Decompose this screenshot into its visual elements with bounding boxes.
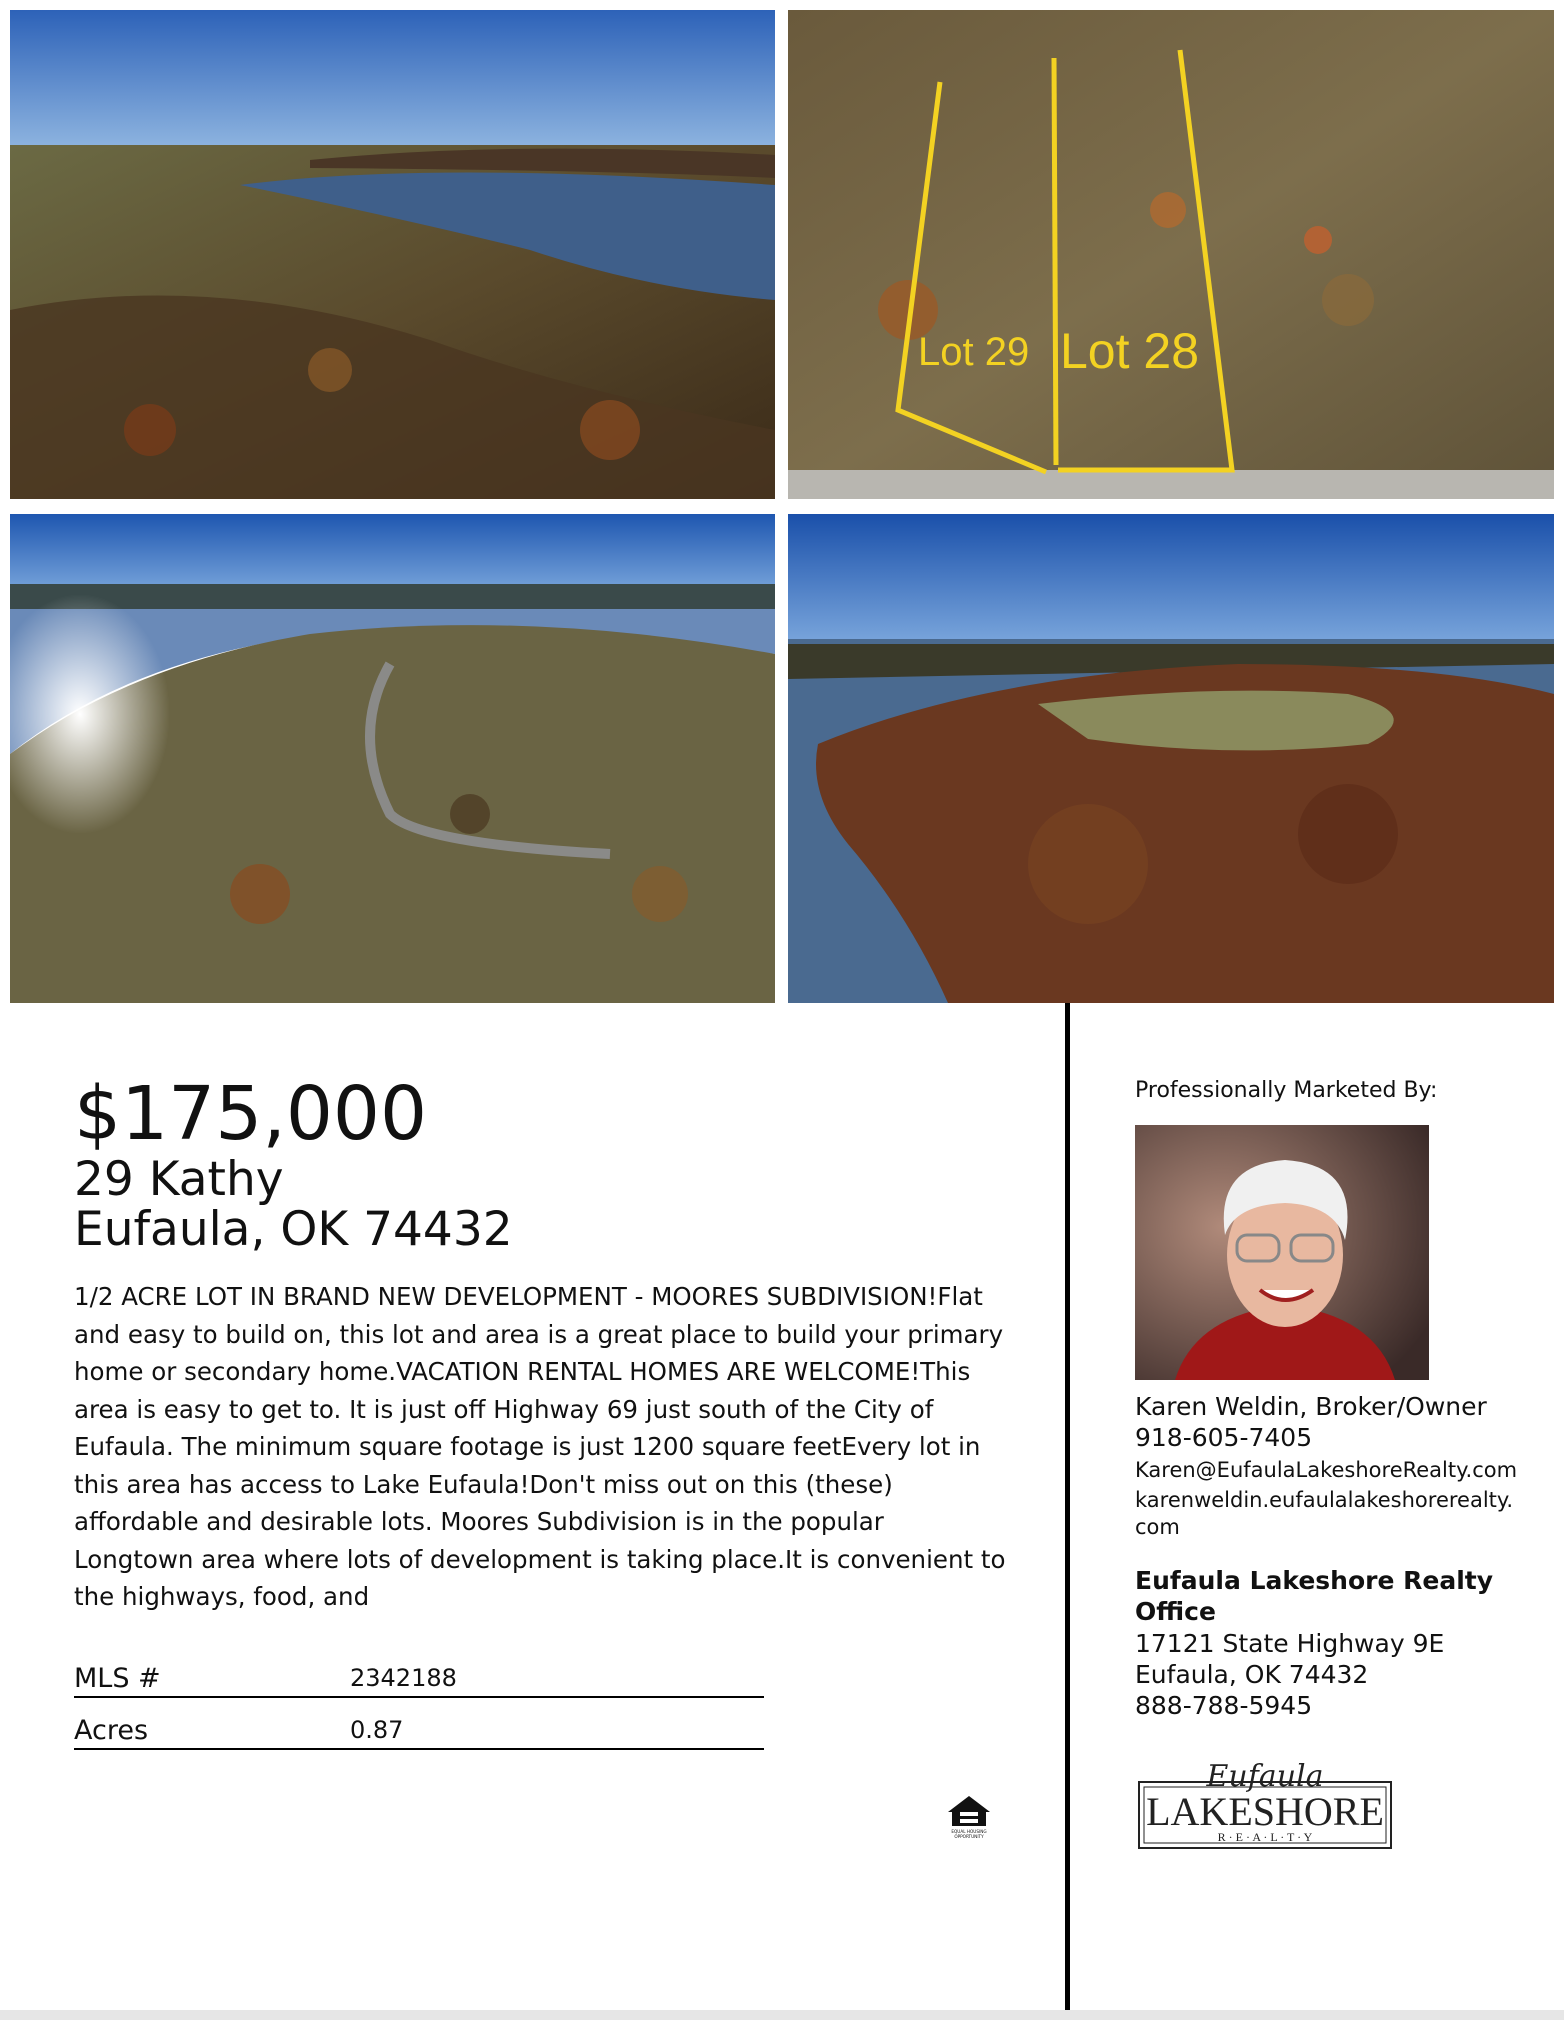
address-street: 29 Kathy [74, 1152, 284, 1207]
agent-website[interactable]: karenweldin.eufaulalakeshorerealty. [1135, 1488, 1514, 1512]
svg-text:R · E · A · L · T · Y: R · E · A · L · T · Y [1217, 1830, 1313, 1844]
listing-description: 1/2 ACRE LOT IN BRAND NEW DEVELOPMENT - MOORES SUBDIVISION!Flat and easy to build on, this lot and area is a great place to build your primary home or secondary home.VACATION RENTAL HOMES ARE WELCOME!This area is easy to get to. It is just off Highway 69 just south of the City of Eufaula. The minimum square footage is just 1200 square feetEvery lot in this area has access to Lake Eufaula!Don't miss out on this (these) affordable and desirable lots. Moores Subdivision is in the popular Longtown area where lots of development is taking place.It is convenient to the highways, food, and [74, 1282, 1006, 1611]
agent-name: Karen Weldin, Broker/Owner [1135, 1392, 1487, 1421]
svg-text:EQUAL HOUSING: EQUAL HOUSING [951, 1829, 987, 1834]
office-name: Eufaula Lakeshore Realty Office [1135, 1566, 1494, 1626]
address-city: Eufaula, OK 74432 [74, 1202, 513, 1257]
facts-table [74, 1646, 764, 1750]
fact-row-mls [74, 1646, 764, 1698]
fact-value: 2342188 [350, 1664, 457, 1692]
fact-row-acres [74, 1698, 764, 1750]
svg-text:OPPORTUNITY: OPPORTUNITY [954, 1834, 984, 1839]
lot-28-label: Lot 28 [1060, 323, 1200, 379]
office-street: 17121 State Highway 9E [1135, 1629, 1445, 1658]
agent-phone[interactable]: 918-605-7405 [1135, 1423, 1313, 1452]
svg-text:LAKESHORE: LAKESHORE [1146, 1789, 1384, 1834]
equal-housing-logo [944, 1792, 994, 1840]
column-divider [1065, 1003, 1070, 2010]
fact-label: Acres [74, 1715, 149, 1746]
fact-value: 0.87 [350, 1716, 404, 1744]
forest-peninsula-photo [788, 514, 1554, 1003]
lot-29-label: Lot 29 [918, 330, 1030, 374]
lot-boundary-photo [788, 10, 1554, 499]
office-phone[interactable]: 888-788-5945 [1135, 1691, 1313, 1720]
office-city: Eufaula, OK 74432 [1135, 1660, 1369, 1689]
svg-text:Eufaula: Eufaula [1206, 1759, 1324, 1794]
lake-sun-photo [10, 514, 775, 1003]
agent-website-continued[interactable]: com [1135, 1515, 1180, 1539]
marketed-by-label: Professionally Marketed By: [1135, 1078, 1438, 1103]
listing-price: $175,000 [74, 1071, 428, 1157]
agent-email[interactable]: Karen@EufaulaLakeshoreRealty.com [1135, 1458, 1518, 1482]
agent-photo [1135, 1125, 1429, 1380]
bottom-margin-strip [0, 2010, 1564, 2020]
lakeshore-realty-logo [1135, 1752, 1395, 1857]
lake-aerial-photo-1 [10, 10, 775, 499]
fact-label: MLS # [74, 1663, 161, 1694]
